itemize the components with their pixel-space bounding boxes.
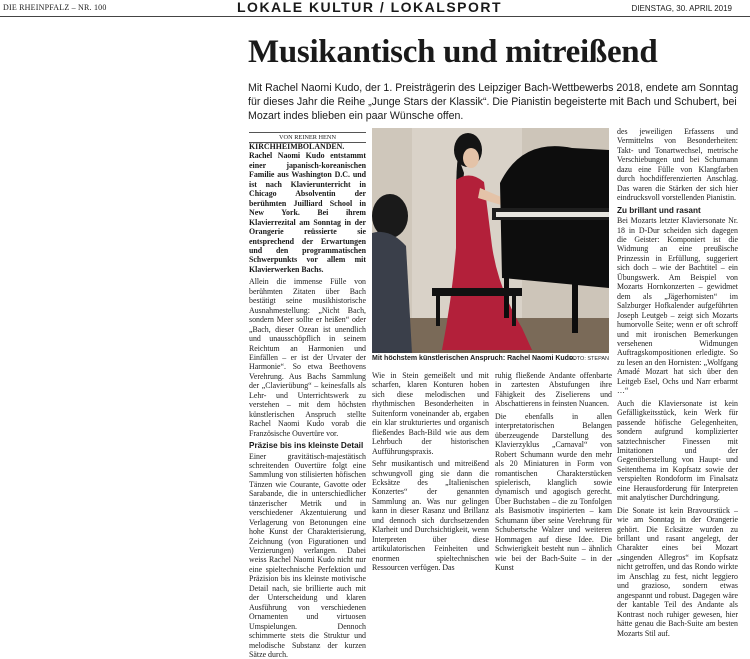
subheading: Zu brillant und rasant	[617, 206, 738, 215]
article-headline: Musikantisch und mitreißend	[248, 34, 657, 71]
paragraph: Allein die immense Fülle von berühmten Zitaten über Bach bestätigt seine musikhistorische Ausnahmestellung: „Nicht Bach, sondern Meer sollte er heißen“ oder „Bach, dieser Ozean ist unendlich und unausschöpflich in seinem Reichtum an Harmonien und Einfällen – er ist der Urvater der Harmonie“. So etwa Beethovens Verehrung. Aus Bachs Sammlung der „Clavierübung“ – keinesfalls als Lehr- und Unterrichtswerk zu verstehen – mit dem höchsten künstlerischen Anspruch stellte Rachel Naomi Kudo vorab die Französische Ouvertüre vor.	[249, 277, 366, 438]
text-column-1	[249, 142, 366, 509]
newspaper-issue: DIE RHEINPFALZ – NR. 100	[3, 3, 107, 12]
text-column-4	[617, 127, 738, 509]
caption-text: Mit höchstem künstlerischen Anspruch: Rachel Naomi Kudo.	[372, 355, 575, 362]
photo-credit: FOTO: STEPAN	[569, 356, 609, 362]
paragraph: Die ebenfalls in allen interpretatorischen Belangen überzeugende Darstellung des Klavierzyklus „Carnaval“ von Robert Schumann wurde den mehr als 20 Miniaturen in Form von romantischen Charakterstücken spielerisch, klanglich sowie dynamisch und agogisch gerecht. Über Buchstaben – die zu Tonfolgen als Basismotiv inspirierten – kam Schumann über seine Verehrung für Schubertsche Walzer und weiteren Hommagen auf diese Idee. Die Schwierigkeit besteht nun – ähnlich wie bei der Bach-Suite – in der Kunst	[495, 412, 612, 573]
paragraph: ruhig fließende Andante offenbarte in zartesten Abstufungen ihre Fähigkeit des Ziselierens und Abschattierens in feinsten Nuancen.	[495, 371, 612, 409]
text-column-2	[372, 371, 489, 509]
text-column-3	[495, 371, 612, 509]
paragraph: Bei Mozarts letzter Klaviersonate Nr. 18 in D-Dur scheiden sich dagegen die Geister: Komponiert ist die Widmung an eine preußische Prinzessin in Erfüllung, suggeriert sich doch – wie der Bachtitel – ein Übungswerk. Am Beispiel von Mozarts Hornkonzerten – gewidmet dem als „Jägerhornisten“ im Salzburger Hofkalender aufgeführten Joseph Leutgeb – zeigt sich Mozarts humorvolle Seite; wenn er oft schroff und mit ironischen Bemerkungen versehenen Widmungen Auftragskompositionen erledigte. So zu lesen an den Hornisten: „Wolfgang Amadé Mozart hat sich über den Leitgeb Esel, Ochs und Narr erbarmt …“	[617, 216, 738, 396]
subheading: Präzise bis ins kleinste Detail	[249, 441, 366, 450]
section-title: LOKALE KULTUR / LOKALSPORT	[237, 0, 502, 15]
paragraph: Einer gravitätisch-majestätisch schreitenden Ouvertüre folgt eine Sammlung von stilisierten höfischen Tänzen wie Courante, Gavotte oder Sarabande, die in unterschiedlicher tänzerischer Metrik und in verschiedener Akzentuierung und Verlagerung von Betonungen eine hohe Kunst der Charakterisierung, Zeichnung (von Figurationen und Verzierungen) verlangen. Dabei weiss Rachel Naomi Kudo nicht nur eine spieltechnische Perfektion und Präzision bis ins kleinste motivische Detail nach, sie brillierte auch mit der Unterscheidung und klaren Ausführung von verschiedenen Ornamenten und virtuosen Umspielungen. Dennoch schimmerte stets die Struktur und melodische Substanz der kurzen Sätze durch.	[249, 452, 366, 659]
pianist-photo-illustration	[372, 128, 609, 353]
byline: VON REINER HENN	[249, 132, 366, 143]
paragraph: Auch die Klaviersonate ist kein Gefälligkeitsstück, kein Werk für passende höfische Gelegenheiten, sondern aufgrund komplizierter satztechnischer Finessen mit Imitationen und der Gegenüberstellung von Haupt- und Seitenthema im Kopfsatz sowie der verspielten Rondoform im Finalsatz eine Herausforderung für Interpreten mit analytischer Durchdringung.	[617, 399, 738, 503]
paragraph: Die Sonate ist kein Bravourstück – wie am Sonntag in der Orangerie gehört. Die Ecksätze wurden zu brillant und rasant angelegt, der Charakter eines bei Mozart „singenden Allegros“ im Kopfsatz nicht getroffen, und das Rondo wirkte im Anschlag zu fest, nicht leggiero und grazioso, sondern etwas angespannt und robust. Dagegen wäre der kantable Teil des Andante als Kontrast noch ruhiger gewesen, hier hätte genau die Bach-Suite am besten Mozarts Stil auf.	[617, 506, 738, 638]
paragraph: des jeweiligen Erfassens und Vermittelns von Besonderheiten: Takt- und Tonartwechsel, metrische Verschiebungen und bei Schumann dazu eine Fülle von Klangfarben durch hochdifferenzierten Anschlag. Das waren die Stärken der sich hier eindrucksvoll vorstellenden Pianistin.	[617, 127, 738, 203]
intro-paragraph: KIRCHHEIMBOLANDEN. Rachel Naomi Kudo entstammt einer japanisch-koreanischen Familie aus Washington D.C. und ist nach Klavierunterricht in Chicago Absolventin der berühmten Juilliard School in New York. Bei ihrem Klavierrezital am Sonntag in der Orangerie reüssierte sie entsprechend der Erwartungen und den programmatischen Schwerpunkts vor allem mit Klavierwerken Bachs.	[249, 142, 366, 274]
photo-caption	[372, 355, 609, 362]
paragraph: Sehr musikantisch und mitreißend schwungvoll ging sie dann die Ecksätze des „Italienischen Konzertes“ der genannten Sammlung an. Was nur gelingen kann in dieser Rasanz und Brillanz und dennoch sich durchsetzenden Klarheit und Durchsichtigkeit, wenn Interpreten über diese artikulatorischen Feinheiten und enormen spieltechnischen Ressourcen verfügen. Das	[372, 459, 489, 572]
paragraph: Wie in Stein gemeißelt und mit scharfen, klaren Konturen hoben sich diese melodischen und rhythmischen Besonderheiten in Suitenform voneinander ab, ergaben ein klar strukturiertes und organisch fließendes Bach-Bild wie aus dem Lehrbuch der historischen Aufführungspraxis.	[372, 371, 489, 456]
article-photo	[372, 128, 609, 353]
page-header	[0, 0, 750, 17]
issue-date: DIENSTAG, 30. APRIL 2019	[632, 4, 733, 13]
article-lead: Mit Rachel Naomi Kudo, der 1. Preisträgerin des Leipziger Bach-Wettbewerbs 2018, endete am Sonntag für dieses Jahr die Reihe „Junge Stars der Klassik“. Die Pianistin begeisterte mit Bach und Schubert, bei Mozart indes blieben ein paar Wünsche offen.	[248, 82, 748, 123]
